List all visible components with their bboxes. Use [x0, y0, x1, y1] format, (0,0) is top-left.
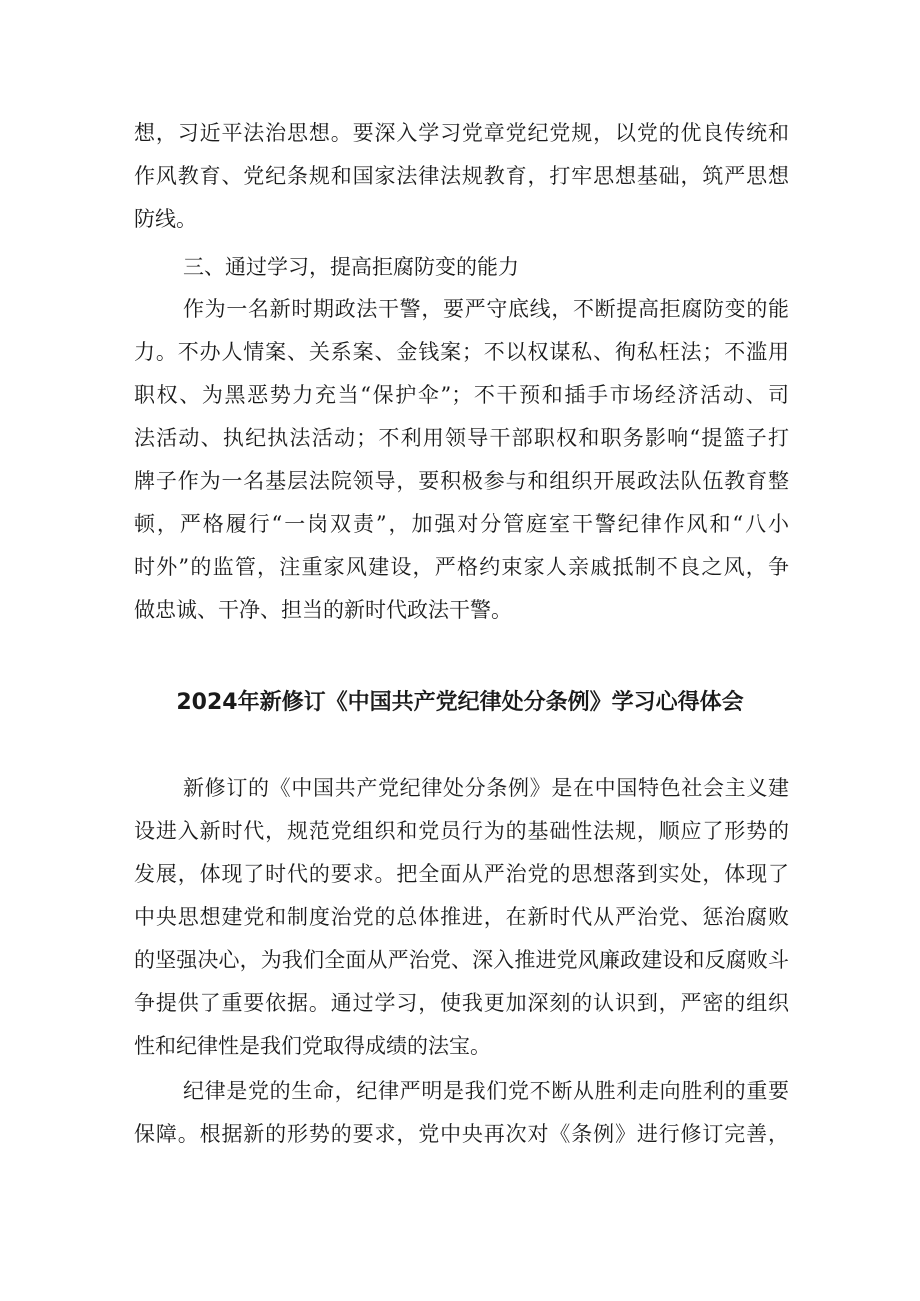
- text-line: 中央思想建党和制度治党的总体推进，在新时代从严治党、惩治腐败: [134, 905, 789, 929]
- text-line: 顿，严格履行“一岗双责”，加强对分管庭室干警纪律作风和“八小: [134, 512, 789, 536]
- text-line: 的坚强决心，为我们全面从严治党、深入推进党风廉政建设和反腐败斗: [134, 948, 789, 972]
- text-line: 发展，体现了时代的要求。把全面从严治党的思想落到实处，体现了: [134, 862, 789, 886]
- text-line: 作风教育、党纪条规和国家法律法规教育，打牢思想基础，筑严思想: [134, 164, 789, 188]
- text-line: 法活动、执纪执法活动；不利用领导干部职权和职务影响“提篮子打: [134, 426, 789, 450]
- text-line: 防线。: [134, 207, 197, 231]
- text-line: 牌子作为一名基层法院领导，要积极参与和组织开展政法队伍教育整: [134, 469, 789, 493]
- text-line: 性和纪律性是我们党取得成绩的法宝。: [134, 1034, 491, 1058]
- text-line: 力。不办人情案、关系案、金钱案；不以权谋私、徇私枉法；不滥用: [134, 340, 789, 364]
- text-line: 保障。根据新的形势的要求，党中央再次对《条例》进行修订完善，: [134, 1122, 789, 1146]
- article-title: 2024年新修订《中国共产党纪律处分条例》学习心得体会: [176, 690, 744, 715]
- text-line: 作为一名新时期政法干警，要严守底线，不断提高拒腐防变的能: [183, 297, 789, 321]
- text-line: 职权、为黑恶势力充当“保护伞”；不干预和插手市场经济活动、司: [134, 383, 789, 407]
- text-line: 设进入新时代，规范党组织和党员行为的基础性法规，顺应了形势的: [134, 819, 789, 843]
- section-heading: 三、通过学习，提高拒腐防变的能力: [183, 255, 519, 279]
- text-line: 做忠诚、干净、担当的新时代政法干警。: [134, 598, 512, 622]
- text-line: 纪律是党的生命，纪律严明是我们党不断从胜利走向胜利的重要: [183, 1079, 789, 1103]
- text-line: 新修订的《中国共产党纪律处分条例》是在中国特色社会主义建: [183, 776, 789, 800]
- text-line: 时外”的监管，注重家风建设，严格约束家人亲戚抵制不良之风，争: [134, 555, 789, 579]
- text-line: 争提供了重要依据。通过学习，使我更加深刻的认识到，严密的组织: [134, 991, 789, 1015]
- text-line: 想，习近平法治思想。要深入学习党章党纪党规，以党的优良传统和: [134, 121, 789, 145]
